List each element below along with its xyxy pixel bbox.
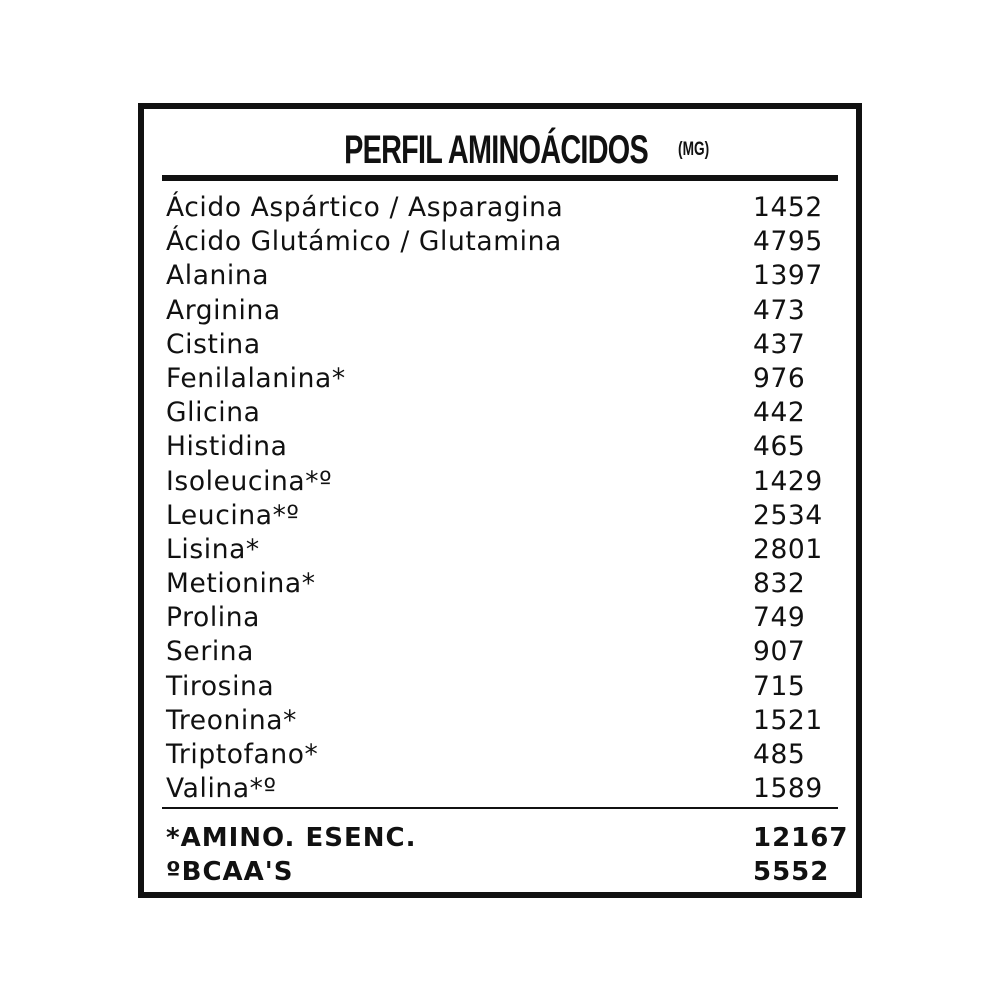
row-value: 465 — [753, 431, 806, 463]
row-name: Isoleucina*º — [166, 465, 333, 497]
row-name: Cistina — [166, 328, 261, 360]
table-row — [166, 601, 832, 635]
table-row — [166, 499, 832, 533]
total-name: *AMINO. ESENC. — [166, 823, 417, 853]
row-name: Valina*º — [166, 773, 277, 805]
total-value: 12167 — [753, 823, 849, 853]
table-row — [166, 259, 832, 293]
row-value: 473 — [753, 294, 806, 326]
row-name: Triptofano* — [166, 739, 319, 770]
row-name: Glicina — [166, 397, 261, 429]
row-name: Ácido Aspártico / Asparagina — [166, 192, 564, 223]
table-row — [166, 465, 832, 499]
totals-section — [166, 821, 849, 889]
table-row — [166, 738, 832, 772]
amino-acid-list — [166, 191, 832, 806]
title-unit: (MG) — [677, 139, 710, 160]
title-main: PERFIL AMINOÁCIDOS — [343, 128, 648, 172]
row-name: Histidina — [166, 431, 288, 463]
row-value: 437 — [753, 328, 806, 360]
row-name: Treonina* — [166, 704, 297, 736]
total-row-essential — [166, 821, 849, 855]
table-row — [166, 635, 832, 669]
table-row — [166, 704, 832, 738]
table-row — [166, 533, 832, 567]
row-value: 2534 — [753, 499, 823, 531]
row-value: 832 — [753, 568, 806, 600]
table-row — [166, 430, 832, 464]
table-row — [166, 396, 832, 430]
row-name: Serina — [166, 636, 255, 668]
row-value: 4795 — [753, 226, 823, 258]
table-row — [166, 567, 832, 601]
row-value: 1429 — [753, 465, 823, 497]
total-name: ºBCAA'S — [166, 857, 294, 887]
row-name: Arginina — [166, 294, 281, 326]
row-value: 907 — [753, 636, 806, 668]
row-name: Fenilalanina* — [166, 362, 346, 394]
row-name: Metionina* — [166, 568, 316, 600]
table-row — [166, 362, 832, 396]
row-value: 1452 — [753, 192, 823, 223]
table-row — [166, 191, 832, 225]
row-name: Alanina — [166, 260, 270, 292]
row-value: 1589 — [753, 773, 823, 805]
row-value: 442 — [753, 397, 806, 429]
table-row — [166, 225, 832, 259]
row-name: Lisina* — [166, 533, 260, 565]
row-value: 2801 — [753, 533, 823, 565]
amino-acid-profile-panel — [138, 103, 862, 898]
table-row — [166, 772, 832, 806]
row-value: 485 — [753, 739, 806, 770]
totals-divider — [162, 807, 838, 809]
row-value: 1397 — [753, 260, 823, 292]
table-row — [166, 294, 832, 328]
row-value: 749 — [753, 602, 806, 634]
header-divider — [162, 175, 838, 181]
row-name: Tirosina — [166, 670, 275, 702]
row-name: Ácido Glutámico / Glutamina — [166, 226, 562, 258]
total-row-bcaa — [166, 855, 832, 889]
row-value: 715 — [753, 670, 806, 702]
table-title — [144, 125, 856, 175]
table-row — [166, 670, 832, 704]
total-value: 5552 — [753, 857, 830, 887]
row-name: Prolina — [166, 602, 260, 634]
table-row — [166, 328, 832, 362]
row-value: 976 — [753, 362, 806, 394]
row-value: 1521 — [753, 704, 823, 736]
row-name: Leucina*º — [166, 499, 300, 531]
